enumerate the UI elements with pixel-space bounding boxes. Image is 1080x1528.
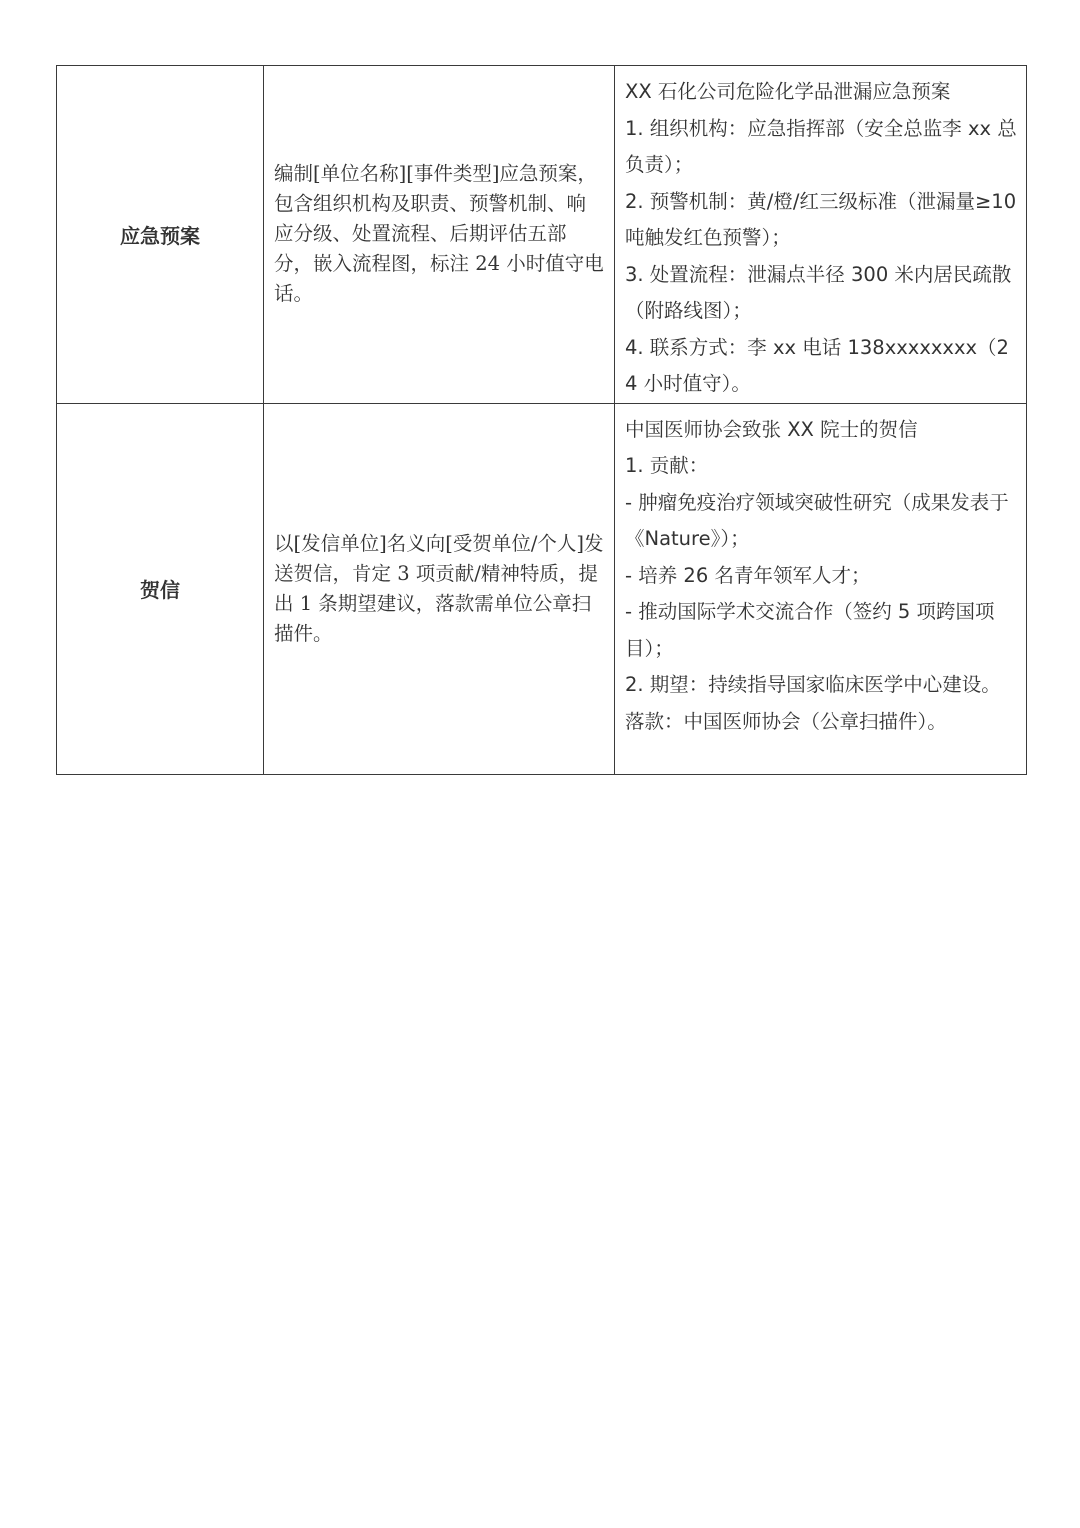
document-type-cell xyxy=(57,403,264,774)
example-line: - 推动国际学术交流合作（签约 5 项跨国项目）； xyxy=(625,600,995,660)
requirement-cell xyxy=(264,403,615,774)
requirement-cell xyxy=(264,66,615,404)
requirement-text: 编制[单位名称][事件类型]应急预案，包含组织机构及职责、预警机制、响应分级、处置流程、后期评估五部分，嵌入流程图，标注 24 小时值守电话。 xyxy=(274,162,604,306)
example-title: XX 石化公司危险化学品泄漏应急预案 xyxy=(625,80,951,103)
example-line: 落款：中国医师协会（公章扫描件）。 xyxy=(625,709,947,733)
document-table xyxy=(56,65,1027,775)
example-line: 1. 组织机构：应急指挥部（安全总监李 xx 总负责）； xyxy=(625,116,1017,176)
table-row-emergency-plan xyxy=(57,66,1027,404)
example-line: 4. 联系方式：李 xx 电话 138xxxxxxxx（24 小时值守）。 xyxy=(625,335,1009,395)
requirement-text: 以[发信单位]名义向[受贺单位/个人]发送贺信，肯定 3 项贡献/精神特质，提出 1 条期望建议，落款需单位公章扫描件。 xyxy=(274,531,604,645)
example-line: - 肿瘤免疫治疗领域突破性研究（成果发表于《Nature》）； xyxy=(625,490,1009,550)
example-line: 2. 预警机制：黄/橙/红三级标准（泄漏量≥10 吨触发红色预警）； xyxy=(625,189,1017,249)
example-line: 2. 期望：持续指导国家临床医学中心建设。 xyxy=(625,673,1001,696)
example-cell xyxy=(615,66,1027,404)
example-line: 1. 贡献： xyxy=(625,454,709,477)
document-type-label: 应急预案 xyxy=(120,223,200,248)
example-cell xyxy=(615,403,1027,774)
example-line: 3. 处置流程：泄漏点半径 300 米内居民疏散（附路线图）； xyxy=(625,262,1012,322)
document-type-cell xyxy=(57,66,264,404)
example-line: - 培养 26 名青年领军人才； xyxy=(625,563,871,587)
table-row-congratulatory-letter xyxy=(57,403,1027,774)
document-type-label: 贺信 xyxy=(140,578,180,602)
example-title: 中国医师协会致张 XX 院士的贺信 xyxy=(625,417,918,441)
